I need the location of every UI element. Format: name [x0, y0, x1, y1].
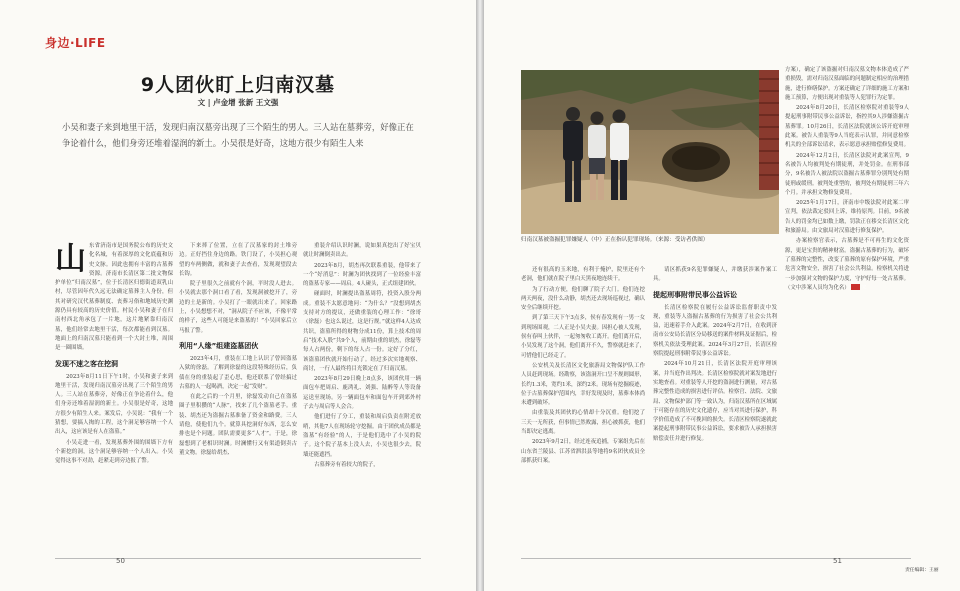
- subheading: 利用“人缘”组建盗墓团伙: [179, 341, 259, 350]
- subheading: 提起刑事附带民事公益诉讼: [653, 290, 737, 299]
- text-column-2: [179, 242, 297, 558]
- paragraph: 方案），确定了该盗掘对归南汉墓文物本体造成了严重损毁，需对归南汉墓面临的问题制定相应的治理措施，进行修缮保护。方案还确定了详细的施工方案和施工预算，方便出现对重装等人犯罪行为定罪。: [785, 67, 909, 101]
- bottom-rule-left: [55, 558, 421, 559]
- paragraph: 办案检察官表示，古墓葬是不可再生的文化资源，更是宝贵的精神财富。盗掘古墓葬的行为，破坏了墓葬的完整性，改变了墓葬的原有保护环境，严重危害文物安全，损害了社会公共利益。检察机关将进一步加强对文物的保护力度，守护好每一处古墓葬。（文中涉案人员均为化名）: [785, 238, 909, 291]
- paragraph: 由重装及其团伙的心情却十分沉重。他们挖了三天一无所获，但事情已然败露，担心被抓获，他们当即决定逃离。: [521, 410, 645, 436]
- paragraph: 小吴走进一看，发现墓葬外围的围墙下方有个新挖的洞，这个洞足够容纳一个人出入。小吴觉得这事不对劲，赶紧走到旁边报了警。: [55, 439, 173, 465]
- text-column-4: [521, 266, 645, 558]
- paragraph: 还有很高的玉米地，有利于掩护，院里还有个老洞，他们就在院子里白天黑夜地连续干。: [521, 267, 645, 283]
- bottom-rule-right: [521, 558, 911, 559]
- paragraph: 东省济南市是国务院公布的历史文化名城，有着深厚的文化底蕴和历史文脉。因此也拥有丰富的古墓葬资源。济南市长清区第二批文物保护单位“归南汉墓”，位于长清区归德街道双乳山村，尽管因年代久远无法确定墓葬主人身份，但其对研究汉代墓葬制度、丧葬习俗和地域历史渊源仍具有较高的历史价值。村民小吴和妻子在归南村西北角承包了一片地，这片地紧靠归南汉墓，他们经常去地里干活，每次都能看到汉墓。地面上的归南汉墓只能看到一个大封土堆，周围是一圈围墙。: [55, 243, 173, 352]
- paragraph: 在此之后的一个月里，徐磊发动自己在盗墓圈子里积攒的“人脉”，找来了几个盗墓老手。重装、胡杰还为盗掘古墓准备了资金和路费。三人请他，使他们九个。就算具挖洞好东西，怎么安排也是个问题。团队需要更多“人才”。于是，徐磊想到了老相识时澜。时澜懂行又有渠道倒卖古董文物。徐磊给胡杰、: [179, 394, 297, 456]
- paragraph: 2023年4月，重装在工地上认识了曾因盗墓入狱的徐磊。了解到徐磊的这段特殊经历后，负债在身的重装起了歪心思，他还联系了曾经搞过古墓的人一起喝酒，决定一起“发财”。: [179, 355, 297, 390]
- text-column-5: [653, 266, 777, 558]
- paragraph: 长清区检察院在履行公益诉讼监督职责中发现，重装等人盗掘古墓葬的行为损害了社会公共利益，迅速着手介入此案。2024年2月7日，在收到济南市公安局长清区分局移送的案件材料及证据后，检察机关依法受理此案。2024年3月27日，长清区检察院提起刑事附带民事公益诉讼。: [653, 304, 777, 358]
- text-column-6: [785, 66, 909, 558]
- paragraph: 公安机关及长清区文化旅游局文物保护队工作人员赶到现场。经勘察，该盗洞开口呈不规则圆形，长约1.3米，宽约1米，深约2米。现场有挖掘痕迹，位于古墓葬保护范围内，幸好发现及时，墓葬本体尚未遭到破坏。: [521, 362, 645, 407]
- photo-caption: 归南汉墓被盗掘犯罪嫌疑人（中）正在指认犯罪现场。（来源：受访者供图）: [521, 237, 709, 243]
- page-number-right: 51: [833, 557, 842, 565]
- lede-paragraph: 小吴和妻子来到地里干活，发现归南汉墓旁出现了三个陌生的男人。三人站在墓葬旁，好像正在争论着什么，他们身旁还堆着湿润的新土。小吴很是好奇，这地方很少有陌生人来: [62, 122, 414, 148]
- paragraph: 2024年8月20日，长清区检察院对重装等9人提起刑事附带民事公益诉讼，指控其9人涉嫌盗掘古墓葬罪。10月26日，长清区法院就该公诉开庭审理此案。被告人重装等9人当庭表示认罪，并同意检察机关的全部诉讼请求，表示愿意承担赔偿修复费用。: [785, 105, 909, 149]
- subheading: 发现不速之客在挖洞: [55, 359, 118, 368]
- paragraph: 2023年9月2日，经过连夜追捕，专案组先后在山东省兰陵县、江苏省泗洪县等地将9名团伙成员全部抓获归案。: [521, 439, 645, 464]
- paragraph: 为了行动方便，他们聊了院子大门。他们连挖两天两夜，没什么动静，胡杰还去现场巡视过，确认安全后继续开挖。: [521, 286, 645, 312]
- paragraph: 他们进行了分工，重装和周启负责在附近放哨，其他7人在现场轮守挖掘。由于团伙成员都是盗墓“有经验”的人，于是他们选中了小吴的院子。这个院子基本上没人去，小吴也很少去，院墙还能遮挡。: [303, 414, 421, 458]
- paragraph: 2023年8月29日晚上8点多，该团伙用一辆面包车把周启、鹿鸿礼、刘强、陆醉等人等设备运送至现场。另一辆面包车和面包车开到郊外村子去与周启等人会合。: [303, 376, 421, 411]
- page-gutter: [476, 0, 484, 591]
- paragraph: 2024年12月2日，长清区法院对此案宣判，9名被告人均被判处有期徒刑，并处罚金。在刑事部分，9名被告人被法院以盗掘古墓葬罪分别判处有期徒刑或缓刑。被判处重型的，被判处有期徒刑三年六个月。并承担文物修复费用。: [785, 152, 909, 196]
- end-mark: 完: [851, 284, 860, 290]
- paragraph: 古墓葬旁有着较大的院子，: [314, 461, 379, 468]
- paragraph: 2023年8月11日下午1时，小吴和妻子来到地里干活，发现归南汉墓旁出现了三个陌生的男人。三人站在墓葬旁，好像正在争论着什么，他们身旁还堆着湿润的新土。小吴很是好奇，这地方很少有陌生人来。案发后，小吴说：“我有一个猜想，要搞人掏的工程，这个洞足够容纳一个人出入，这应该是有人在盗墓。”: [55, 373, 173, 436]
- news-photo: [521, 70, 779, 234]
- byline: 文 | 卢金增 张新 王文强: [197, 98, 279, 107]
- paragraph: 重装介绍认识时澜，说如果真挖出了好宝贝就让时澜倒卖出去。: [303, 243, 421, 259]
- paragraph: 2025年1月17日，济南市中级法院对此案二审宣判，依法裁定驳回上诉，维持原判。目前，9名被告人的罚金均已如数上缴，罚款正在移交长清区文化和旅游局。由文旅局对汉墓进行修复保护。: [785, 200, 909, 235]
- paragraph: 2023年8月，胡杰再次联系重装，他带来了一个“好消息”：时澜为团伙找到了一位经验丰富的盗墓专家——周启。4人碰头，正式组建团伙。: [303, 262, 421, 288]
- text-column-1: [55, 242, 173, 558]
- excavation-site-photo: [521, 70, 779, 234]
- article-title: 9人团伙盯上归南汉墓: [140, 74, 336, 96]
- text-column-3: [303, 242, 421, 558]
- paragraph: 到了第三天下午3点多，侯有春发现有一男一女到现场围观，二人正是小吴夫妻。因担心被人发现，侯有春叫上伙伴，一起匆匆收工离开。他们离开后，小吴发现了这个洞，他们离开不久，警察就赶来了，可惜他们已经走了。: [521, 315, 645, 359]
- responsible-editor: 责任编辑：王丽: [905, 568, 939, 573]
- paragraph: 院子里很久之前就有个洞，平时没人进去。小吴就去那个洞口看了看，发现洞被挖开了，旁边的土是新的。小吴打了一眼就出来了。回家路上，小吴想想不对，“洞从院子不应该，不像平常的样子，这些人可能是来盗墓的！”小吴回家后立马报了警。: [179, 281, 297, 334]
- page-number-left: 50: [116, 557, 125, 565]
- section-tag: 身边·LIFE: [45, 36, 106, 50]
- paragraph: 下来摔了位置，立在了汉墓家的封土堆旁边。正好挡住身边的路。铁门设了，小吴担心观望的车两侧做，就和妻子去查看，发现观望段去长钩。: [179, 243, 297, 277]
- paragraph: 2024年10月21日，长清区法院开庭审理该案，并当庭作出判决。长清区检察院就对案发地进行实地查看。对重装等人开挖的盗洞进行测量，对古墓葬完整性造成的损害进行评估。检察官、法院、文旅局、文物保护部门等一致认为，归南汉墓所在区域属于可能存在的历史文化遗存，应当对其进行保护，科学价值造成了不可挽回的损失。长清区检察院遂就此案提起刑事附带民事公益诉讼，要求被告人承担损害赔偿责任并进行修复。: [653, 361, 777, 442]
- dropcap: 山: [55, 242, 86, 277]
- paragraph: 请区抓获9名犯罪嫌疑人，并缴获涉案作案工具。: [653, 267, 777, 283]
- paragraph: 碰面时，时澜提出盗墓周符，投资入股分两成。重装不太愿意地问：“为什么？”没想到胡杰支持对方的提议，还做重装的心理工作：“徐哥（徐磊）也这么说过，这是行规。”就这样4人达成共识，盗墓所得的财物分成11份，算上技术的周启“技术入股”共9个人，前期由重的胡杰，徐磊等每人占两份，剩下的每人占一份。定好了分红，该盗墓团伙就开始行动了。经过多次实地观察、商讨，一行人最终将目光锁定在了归南汉墓。: [303, 291, 421, 372]
